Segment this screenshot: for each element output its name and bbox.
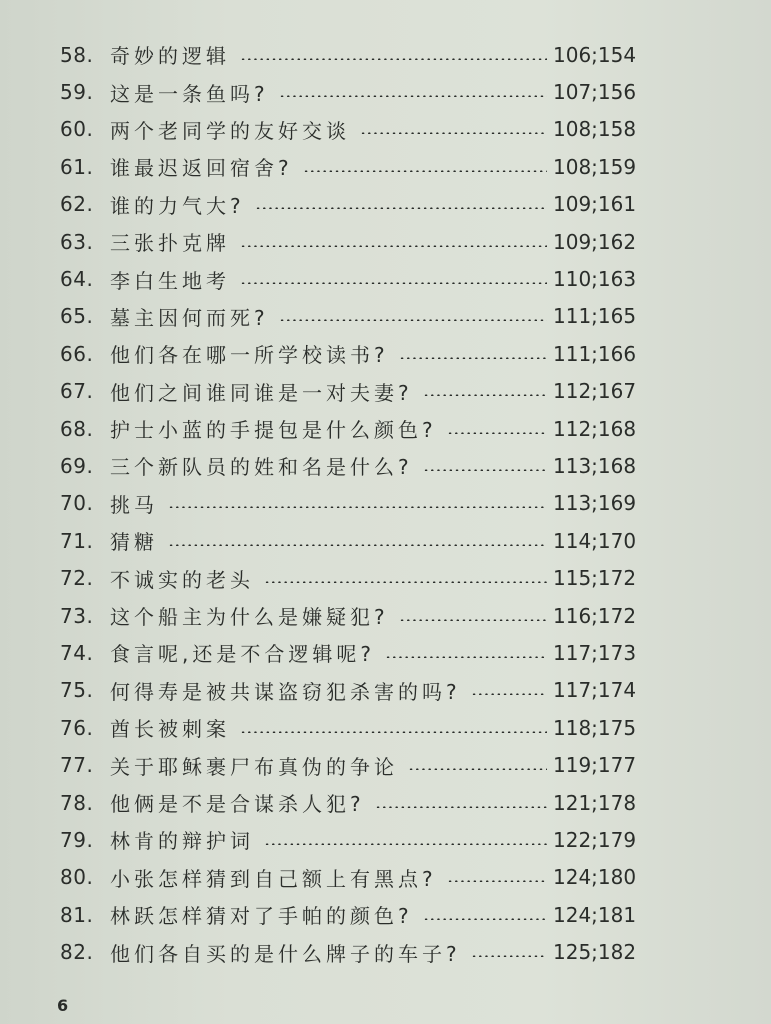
entry-number: 72. — [60, 566, 94, 591]
toc-entry — [0, 260, 771, 297]
toc-entry — [0, 933, 771, 970]
entry-title: 墓主因何而死? — [110, 305, 269, 330]
entry-number: 70. — [60, 491, 94, 516]
entry-pages: 121;178 — [553, 790, 637, 815]
entry-number: 64. — [60, 267, 94, 292]
toc-entry — [0, 447, 771, 484]
entry-number: 65. — [60, 304, 94, 329]
entry-number: 75. — [60, 678, 94, 703]
toc-entry — [0, 559, 771, 596]
entry-pages: 114;170 — [553, 528, 637, 553]
entry-number: 78. — [60, 790, 94, 815]
dot-leader — [423, 394, 547, 396]
toc-entry — [0, 373, 771, 410]
entry-title: 关于耶稣裹尸布真伪的争论 — [110, 754, 398, 779]
toc-entry — [0, 709, 771, 746]
entry-title: 谁最迟返回宿舍? — [110, 156, 293, 181]
dot-leader — [408, 768, 547, 770]
entry-number: 61. — [60, 154, 94, 179]
entry-pages: 113;168 — [553, 453, 637, 478]
page-number: 6 — [57, 996, 69, 1015]
dot-leader — [471, 955, 547, 957]
dot-leader — [279, 95, 547, 97]
dot-leader — [447, 432, 547, 434]
entry-pages: 125;182 — [553, 940, 637, 965]
toc-entry — [0, 148, 771, 185]
dot-leader — [255, 207, 547, 209]
dot-leader — [360, 132, 547, 134]
entry-number: 76. — [60, 715, 94, 740]
entry-pages: 109;161 — [553, 192, 637, 217]
toc-entry — [0, 522, 771, 559]
toc-entry — [0, 672, 771, 709]
entry-title: 他们之间谁同谁是一对夫妻? — [110, 380, 413, 405]
dot-leader — [264, 843, 547, 845]
entry-number: 68. — [60, 416, 94, 441]
entry-pages: 109;162 — [553, 229, 637, 254]
entry-pages: 124;180 — [553, 865, 637, 890]
table-of-contents — [0, 36, 771, 971]
entry-pages: 117;174 — [553, 678, 637, 703]
entry-pages: 107;156 — [553, 80, 637, 105]
entry-pages: 122;179 — [553, 827, 637, 852]
toc-entry — [0, 410, 771, 447]
dot-leader — [471, 693, 547, 695]
dot-leader — [279, 319, 547, 321]
entry-number: 79. — [60, 827, 94, 852]
entry-title: 猜糖 — [110, 530, 158, 555]
dot-leader — [240, 282, 547, 284]
toc-entry — [0, 896, 771, 933]
toc-entry — [0, 784, 771, 821]
entry-title: 林肯的辩护词 — [110, 829, 254, 854]
dot-leader — [240, 245, 547, 247]
entry-pages: 106;154 — [553, 42, 637, 67]
toc-entry — [0, 223, 771, 260]
entry-pages: 116;172 — [553, 603, 637, 628]
dot-leader — [399, 357, 547, 359]
toc-entry — [0, 186, 771, 223]
dot-leader — [264, 581, 547, 583]
dot-leader — [168, 544, 547, 546]
toc-entry — [0, 821, 771, 858]
entry-number: 74. — [60, 640, 94, 665]
entry-pages: 119;177 — [553, 753, 637, 778]
dot-leader — [385, 656, 547, 658]
toc-entry — [0, 73, 771, 110]
toc-entry — [0, 746, 771, 783]
toc-entry — [0, 485, 771, 522]
entry-number: 60. — [60, 117, 94, 142]
entry-number: 73. — [60, 603, 94, 628]
entry-title: 食言呢,还是不合逻辑呢? — [110, 642, 375, 667]
entry-title: 三张扑克牌 — [110, 231, 230, 256]
toc-entry — [0, 36, 771, 73]
entry-number: 69. — [60, 453, 94, 478]
entry-number: 82. — [60, 940, 94, 965]
dot-leader — [375, 806, 547, 808]
entry-title: 李白生地考 — [110, 268, 230, 293]
entry-pages: 108;158 — [553, 117, 637, 142]
dot-leader — [168, 506, 547, 508]
toc-entry — [0, 298, 771, 335]
entry-number: 58. — [60, 42, 94, 67]
entry-pages: 111;166 — [553, 341, 637, 366]
entry-title: 挑马 — [110, 492, 158, 517]
entry-pages: 124;181 — [553, 902, 637, 927]
entry-number: 59. — [60, 80, 94, 105]
entry-title: 他俩是不是合谋杀人犯? — [110, 792, 365, 816]
entry-pages: 113;169 — [553, 491, 637, 516]
dot-leader — [240, 58, 547, 60]
entry-title: 这个船主为什么是嫌疑犯? — [110, 605, 389, 630]
entry-number: 80. — [60, 865, 94, 890]
entry-pages: 118;175 — [553, 715, 637, 740]
toc-entry — [0, 634, 771, 671]
dot-leader — [423, 469, 547, 471]
entry-pages: 110;163 — [553, 267, 637, 292]
dot-leader — [399, 619, 547, 621]
entry-number: 77. — [60, 753, 94, 778]
toc-entry — [0, 859, 771, 896]
entry-title: 两个老同学的友好交谈 — [110, 118, 350, 143]
dot-leader — [303, 170, 547, 172]
entry-title: 护士小蓝的手提包是什么颜色? — [110, 418, 437, 443]
entry-title: 这是一条鱼吗? — [110, 81, 269, 106]
dot-leader — [423, 918, 547, 920]
entry-title: 何得寿是被共谋盗窃犯杀害的吗? — [110, 679, 461, 704]
entry-number: 62. — [60, 192, 94, 217]
toc-entry — [0, 111, 771, 148]
toc-entry — [0, 597, 771, 634]
toc-entry — [0, 335, 771, 372]
entry-title: 他们各在哪一所学校读书? — [110, 343, 389, 368]
entry-number: 67. — [60, 379, 94, 404]
entry-number: 81. — [60, 902, 94, 927]
entry-title: 谁的力气大? — [110, 193, 245, 218]
entry-pages: 108;159 — [553, 154, 637, 179]
entry-title: 酋长被刺案 — [110, 717, 230, 742]
entry-pages: 115;172 — [553, 566, 637, 591]
entry-pages: 112;168 — [553, 416, 637, 441]
entry-pages: 111;165 — [553, 304, 637, 329]
entry-title: 不诚实的老头 — [110, 567, 254, 592]
entry-title: 他们各自买的是什么牌子的车子? — [110, 941, 461, 966]
entry-title: 三个新队员的姓和名是什么? — [110, 455, 413, 480]
entry-pages: 112;167 — [553, 379, 637, 404]
entry-number: 66. — [60, 341, 94, 366]
entry-title: 奇妙的逻辑 — [110, 44, 230, 69]
entry-title: 林跃怎样猜对了手帕的颜色? — [110, 904, 413, 929]
dot-leader — [447, 880, 547, 882]
dot-leader — [240, 731, 547, 733]
entry-number: 71. — [60, 528, 94, 553]
entry-pages: 117;173 — [553, 640, 637, 665]
entry-number: 63. — [60, 229, 94, 254]
entry-title: 小张怎样猜到自己额上有黑点? — [110, 866, 437, 891]
